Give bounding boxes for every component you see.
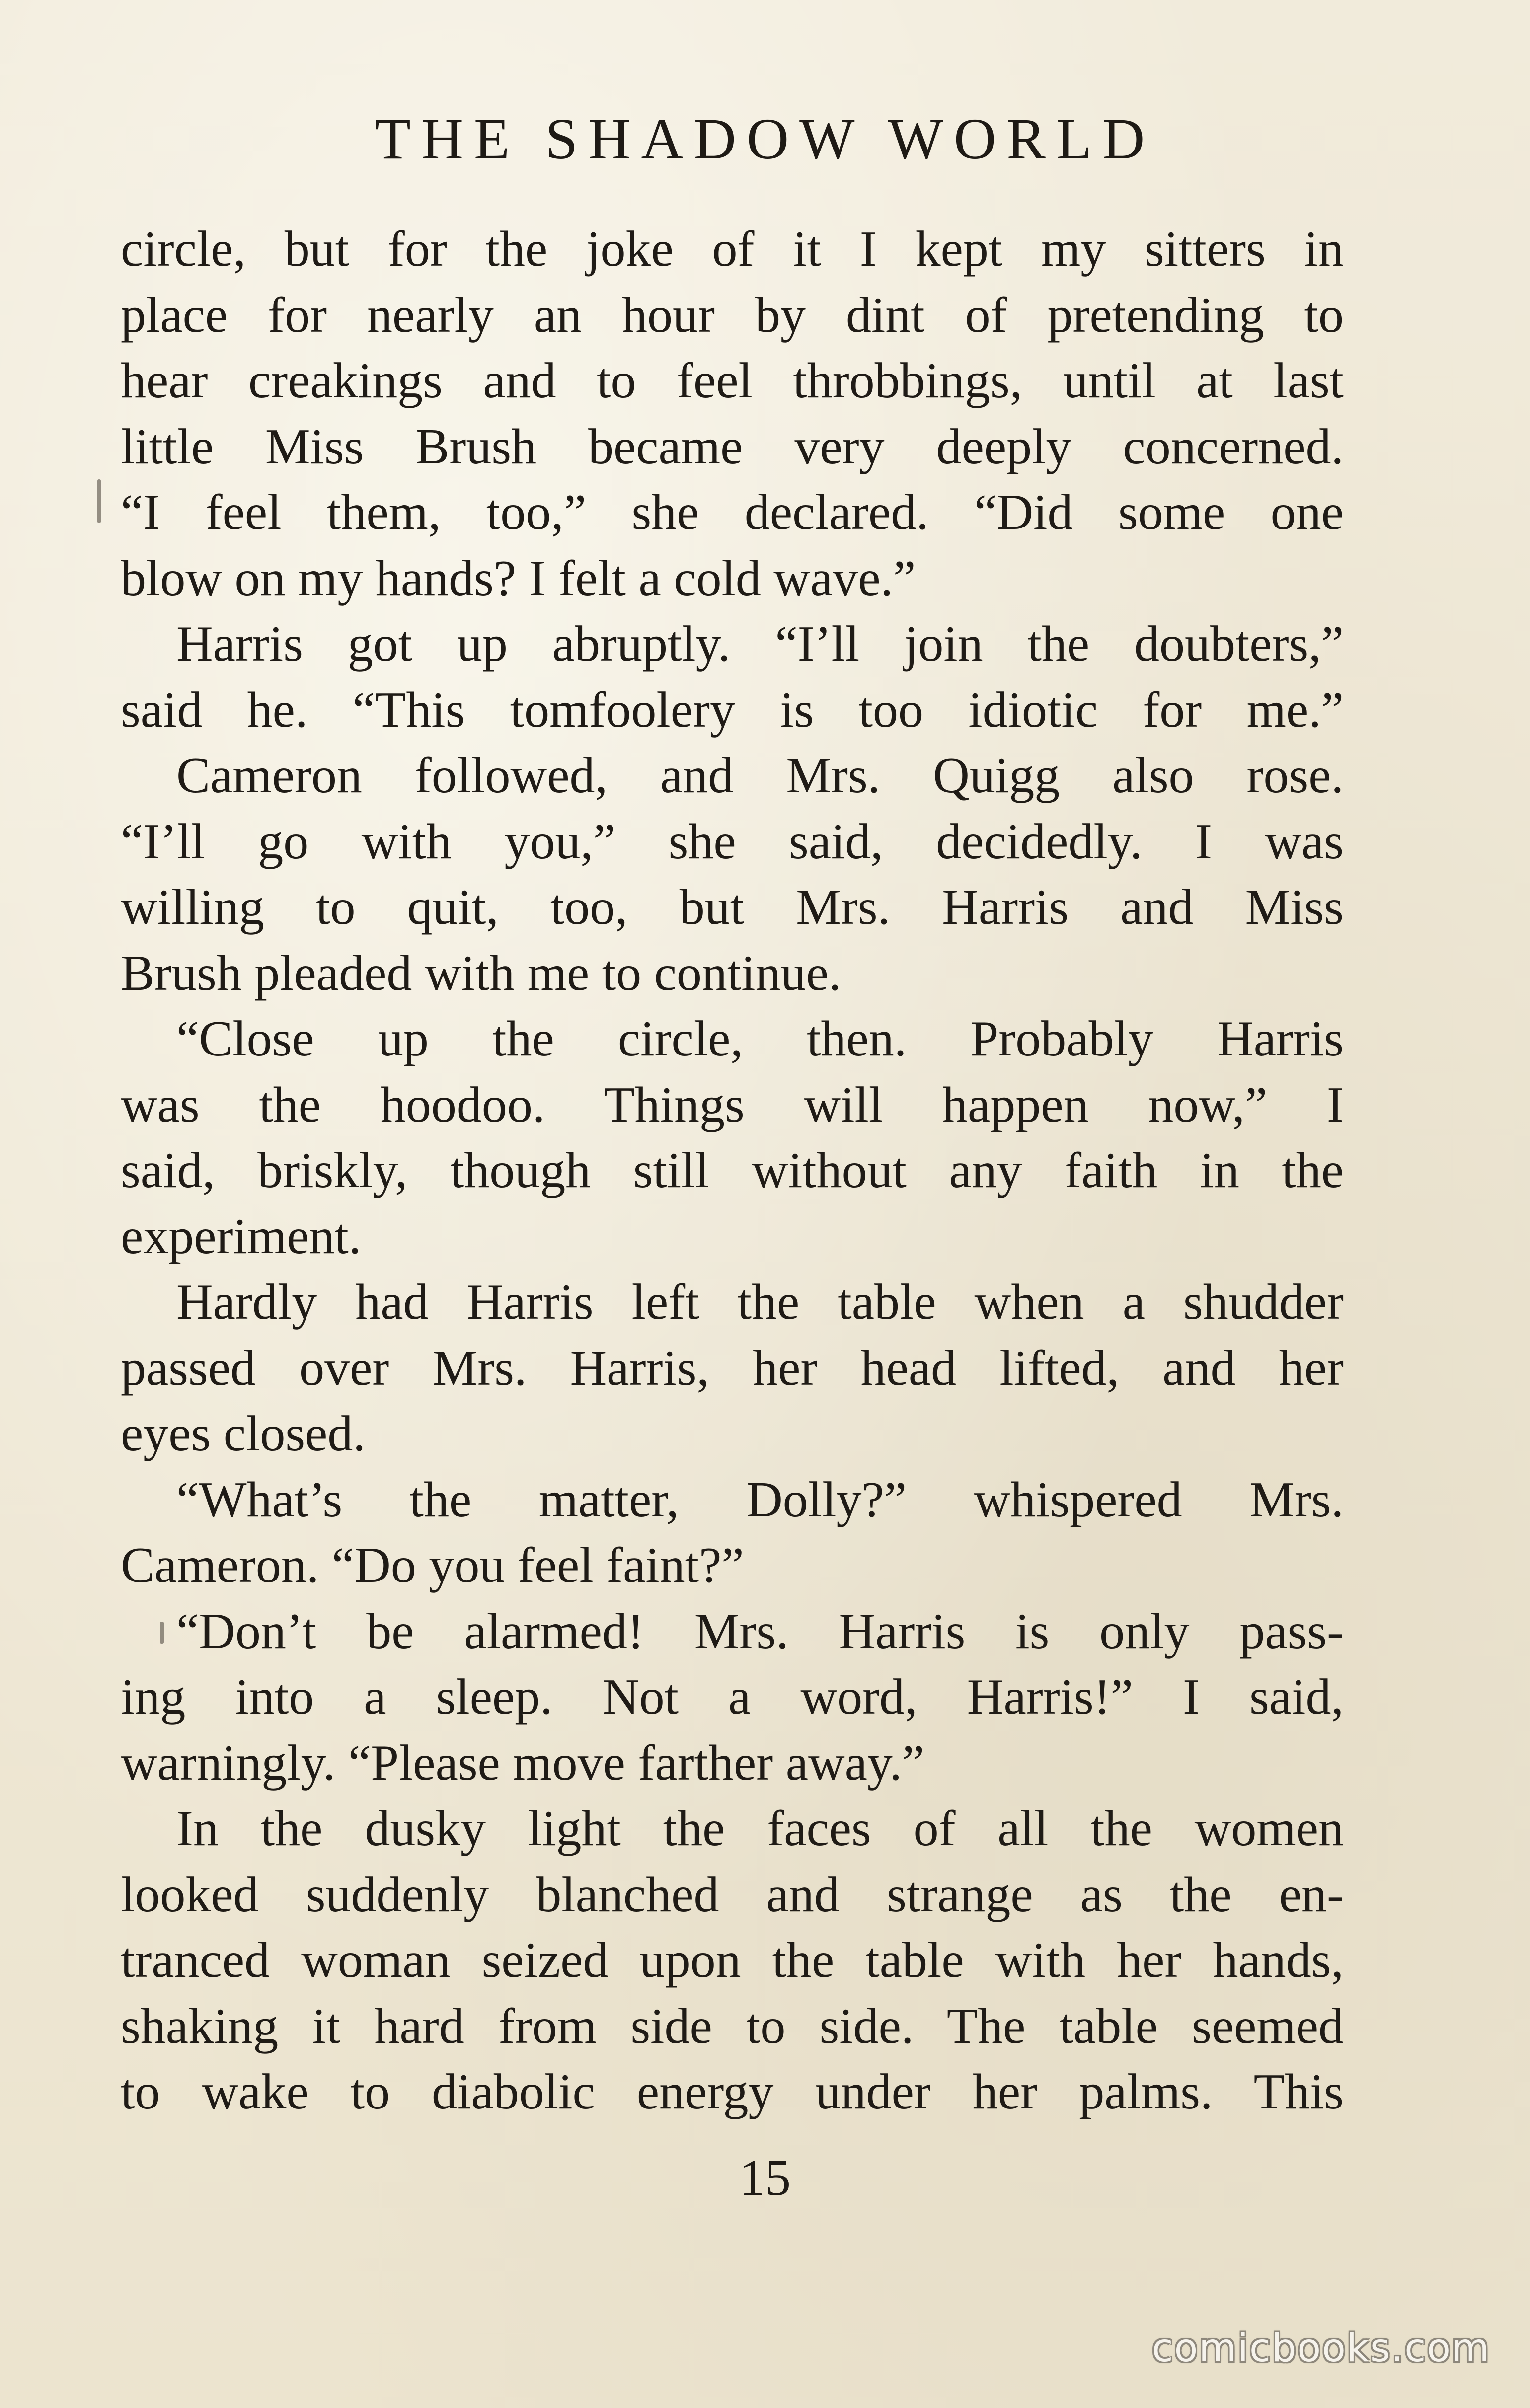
text-line: little Miss Brush became very deeply concerned. (121, 418, 1344, 475)
text-line: hear creakings and to feel throbbings, until at last (121, 353, 1344, 409)
text-line: warningly. “Please move farther away.” (121, 1734, 925, 1791)
text-line: willing to quit, too, but Mrs. Harris and Miss (121, 879, 1344, 935)
text-line: eyes closed. (121, 1406, 366, 1462)
text-line: passed over Mrs. Harris, her head lifted, and her (121, 1340, 1344, 1396)
watermark: comicbooks.com (1151, 2326, 1490, 2371)
text-line: In the dusky light the faces of all the women (176, 1801, 1344, 1857)
text-line: looked suddenly blanched and strange as the en- (121, 1866, 1344, 1923)
text-line: to wake to diabolic energy under her palms. This (121, 2064, 1344, 2120)
text-line: ing into a sleep. Not a word, Harris!” I said, (121, 1669, 1344, 1725)
text-line: Hardly had Harris left the table when a shudder (176, 1274, 1344, 1330)
text-line: Cameron followed, and Mrs. Quigg also rose. (176, 748, 1344, 804)
text-line: “I feel them, too,” she declared. “Did some one (121, 484, 1344, 540)
text-line: place for nearly an hour by dint of pretending to (121, 287, 1344, 343)
text-line: Brush pleaded with me to continue. (121, 945, 842, 1001)
body-text (121, 217, 1344, 2125)
running-head: THE SHADOW WORLD (375, 106, 1155, 171)
text-line: shaking it hard from side to side. The table seemed (121, 1998, 1344, 2054)
text-line: “Close up the circle, then. Probably Harris (176, 1011, 1344, 1067)
text-line: circle, but for the joke of it I kept my sitters in (121, 221, 1344, 277)
text-line: Cameron. “Do you feel faint?” (121, 1537, 744, 1593)
text-line: said, briskly, though still without any faith in the (121, 1142, 1344, 1199)
text-line: was the hoodoo. Things will happen now,” I (121, 1076, 1344, 1133)
text-line: “I’ll go with you,” she said, decidedly. I was (121, 813, 1344, 870)
margin-pencil-mark (97, 479, 101, 523)
page-number: 15 (739, 2149, 791, 2206)
text-line: “What’s the matter, Dolly?” whispered Mrs. (176, 1471, 1344, 1528)
text-line: said he. “This tomfoolery is too idiotic for me.” (121, 681, 1344, 738)
text-line: “Don’t be alarmed! Mrs. Harris is only pass- (176, 1603, 1344, 1659)
text-line: experiment. (121, 1208, 362, 1265)
text-line: tranced woman seized upon the table with her hands, (121, 1932, 1344, 1988)
text-line: Harris got up abruptly. “I’ll join the doubters,” (176, 616, 1344, 672)
text-line: blow on my hands? I felt a cold wave.” (121, 550, 916, 606)
